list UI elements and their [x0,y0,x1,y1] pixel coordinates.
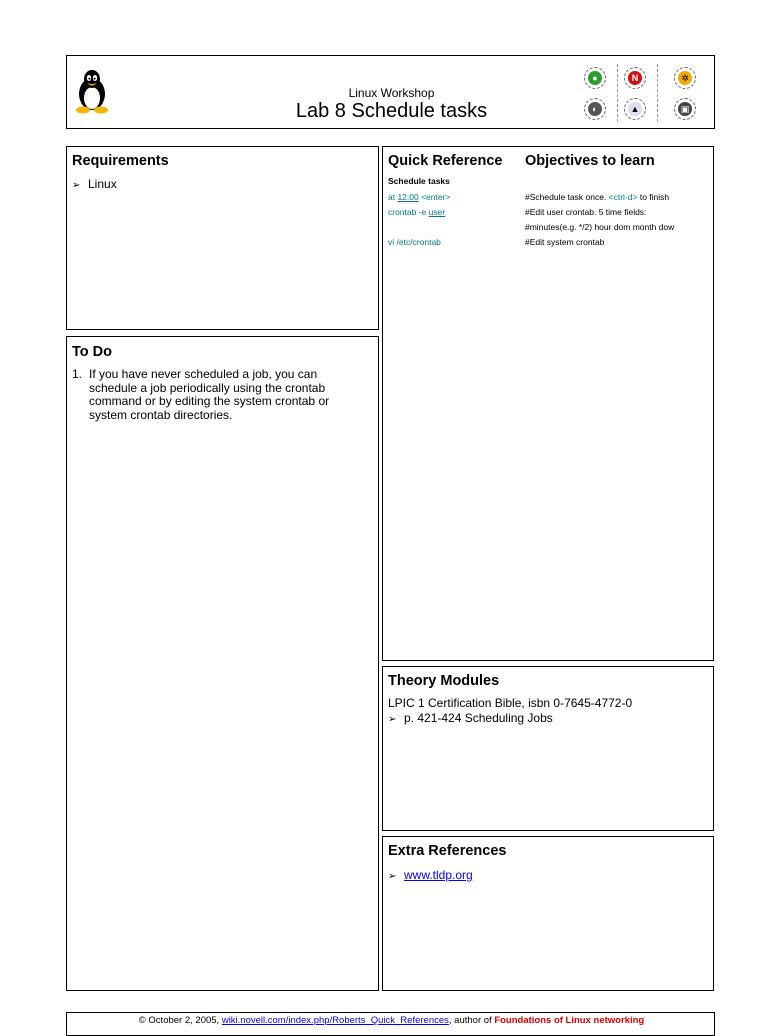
footer-book-title: Foundations of Linux networking [494,1015,645,1026]
todo-box [66,336,379,991]
quick-reference-section-title: Schedule tasks [388,176,450,186]
requirements-heading: Requirements [72,153,169,169]
footer-wiki-link[interactable]: wiki.novell.com/index.php/Roberts_Quick_References [221,1015,449,1026]
description-text: to finish [637,192,670,202]
quick-reference-heading: Quick Reference [388,153,503,169]
list-item [72,178,117,193]
icon-separator [617,64,618,122]
green-icon: ● [584,67,606,89]
todo-line: If you have never scheduled a job, you can [89,367,318,381]
command-description: #Edit system crontab [525,237,605,247]
tldp-link[interactable]: www.tldp.org [404,868,473,882]
icon-separator [657,64,658,122]
key-text: <ctrl-d> [608,192,638,202]
todo-line: system crontab directories. [89,407,233,422]
todo-line: command or by editing the system crontab or [89,394,330,408]
tux-small-icon: ▲ [624,98,646,120]
command-row [388,205,445,220]
arrow-bullet-icon: ➢ [72,180,81,191]
arrow-bullet-icon: ➢ [388,714,397,725]
extra-references-box [382,836,714,991]
novell-n-icon: N [624,67,646,89]
command-text: at [388,192,398,202]
page-title: Lab 8 Schedule tasks [295,100,488,122]
description-text: #Schedule task once. [525,192,609,202]
command-row [388,190,450,205]
extra-references-heading: Extra References [388,843,507,859]
command-description: #Edit user crontab. 5 time fields: [525,207,647,217]
header-subtitle: Linux Workshop [348,86,435,100]
footer-box [66,1012,715,1036]
command-text: <enter> [418,192,451,202]
theory-book: LPIC 1 Certification Bible, isbn 0-7645-4772-0 [388,696,633,710]
command-description [525,190,669,205]
footer-author-text: , author of [448,1015,495,1026]
command-description: #minutes(e.g. */2) hour dom month dow [525,222,675,232]
theory-box [382,666,714,831]
todo-heading: To Do [72,344,112,360]
command-text: vi /etc/crontab [388,237,441,247]
footer-copyright: © October 2, 2005, [138,1015,222,1026]
footer-text [67,1015,716,1026]
command-link[interactable]: 12:00 [397,192,419,202]
sun-icon: ✲ [674,67,696,89]
command-link[interactable]: user [428,207,446,217]
requirement-item: Linux [88,177,117,191]
theory-item: p. 421-424 Scheduling Jobs [404,711,553,725]
arrow-bullet-icon: ➢ [388,871,397,882]
todo-item [72,368,372,422]
gray-icon: ◐ [584,98,606,120]
theory-heading: Theory Modules [388,673,500,689]
mono-icon: ▣ [674,98,696,120]
list-item [388,712,553,727]
list-item [388,869,473,884]
objectives-heading: Objectives to learn [525,153,655,169]
command-text: crontab -e [388,207,429,217]
todo-line: schedule a job periodically using the crontab [89,380,326,395]
todo-item-number: 1. [72,367,83,381]
quick-reference-box [382,146,714,661]
header-box [66,55,715,129]
requirements-box [66,146,379,330]
